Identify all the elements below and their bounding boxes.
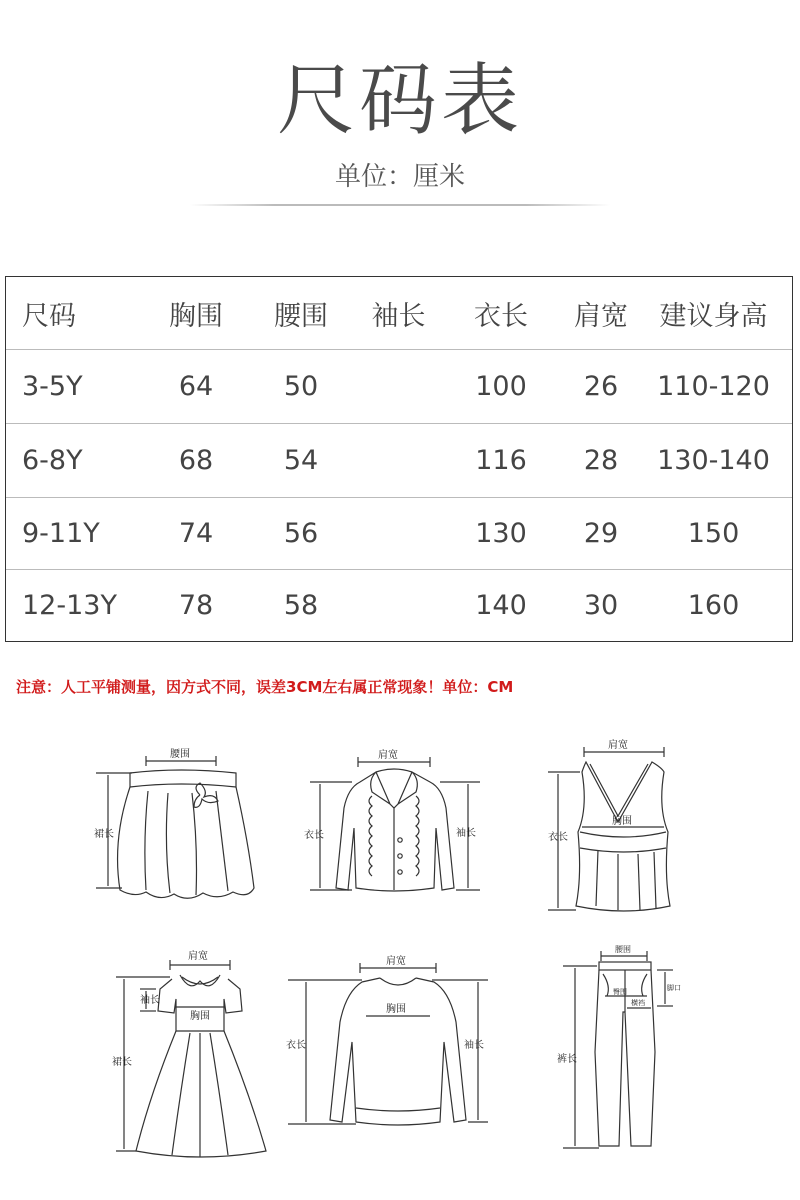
cell-waist: 54 [283, 444, 319, 476]
cell-length: 140 [475, 589, 527, 621]
skirt-waist-label: 腰围 [170, 749, 190, 760]
cell-height: 150 [687, 517, 740, 549]
vest-drawing [540, 738, 680, 918]
measurement-note: 注意：人工平铺测量，因方式不同，误差3CM左右属正常现象！单位：CM [16, 678, 514, 696]
header-sleeve: 袖长 [371, 300, 426, 332]
dress-diagram [110, 945, 285, 1167]
title-divider [190, 204, 610, 206]
page-title: 尺码表 [276, 56, 523, 146]
vest-chest-label: 胸围 [612, 816, 632, 827]
sweater-diagram [282, 952, 497, 1152]
dress-length-label: 裙长 [112, 1057, 132, 1068]
table-row [6, 423, 792, 498]
skirt-drawing [88, 745, 273, 910]
cell-height: 130-140 [657, 444, 770, 476]
jacket-shoulder-label: 肩宽 [378, 750, 398, 761]
header-chest: 胸围 [169, 300, 223, 332]
pants-thigh-label: 横裆 [631, 999, 645, 1007]
vest-length-label: 衣长 [548, 832, 568, 843]
skirt-length-label: 裙长 [94, 829, 114, 840]
cell-size: 3-5Y [22, 370, 83, 402]
cell-sleeve [351, 423, 446, 497]
pants-diagram [555, 942, 690, 1162]
cell-chest: 78 [178, 589, 214, 621]
unit-subtitle: 单位：厘米 [334, 162, 465, 192]
cell-shoulder: 30 [583, 589, 619, 621]
jacket-length-label: 衣长 [304, 830, 324, 841]
header-shoulder: 肩宽 [574, 300, 628, 332]
table-header-row [6, 277, 792, 350]
sweater-chest-label: 胸围 [386, 1004, 406, 1015]
cell-waist: 58 [283, 589, 319, 621]
cell-shoulder: 26 [583, 370, 619, 402]
header-size: 尺码 [22, 300, 76, 332]
pants-waist-label: 腰围 [615, 945, 631, 954]
sweater-length-label: 衣长 [286, 1040, 306, 1051]
dress-shoulder-label: 肩宽 [188, 951, 208, 962]
vest-shoulder-label: 肩宽 [608, 740, 628, 751]
vest-diagram [540, 738, 680, 918]
pants-drawing [555, 942, 690, 1162]
cell-height: 160 [687, 589, 740, 621]
dress-chest-label: 胸围 [190, 1011, 210, 1022]
skirt-diagram [88, 745, 273, 910]
dress-sleeve-label: 袖长 [140, 995, 160, 1006]
header-length: 衣长 [474, 300, 528, 332]
cell-waist: 56 [283, 517, 319, 549]
cell-size: 6-8Y [22, 444, 83, 476]
cell-chest: 64 [178, 370, 214, 402]
table-row [6, 497, 792, 570]
cell-length: 116 [475, 444, 527, 476]
pants-hem-label: 脚口 [667, 984, 681, 992]
pants-hip-label: 臀围 [613, 988, 627, 996]
cell-chest: 74 [178, 517, 214, 549]
cell-length: 130 [475, 517, 527, 549]
jacket-drawing [290, 748, 500, 908]
cell-shoulder: 29 [583, 517, 619, 549]
jacket-diagram [290, 748, 500, 908]
cell-waist: 50 [283, 370, 319, 402]
header-waist: 腰围 [274, 300, 328, 332]
header-height: 建议身高 [659, 300, 768, 332]
pants-length-label: 裤长 [557, 1054, 577, 1065]
sweater-drawing [282, 952, 497, 1152]
jacket-sleeve-label: 袖长 [456, 828, 476, 839]
cell-length: 100 [475, 370, 527, 402]
dress-drawing [110, 945, 285, 1167]
cell-shoulder: 28 [583, 444, 619, 476]
cell-height: 110-120 [657, 370, 770, 402]
size-table [5, 276, 793, 642]
cell-sleeve [351, 569, 446, 641]
cell-sleeve [351, 349, 446, 423]
cell-chest: 68 [178, 444, 214, 476]
table-row [6, 569, 792, 641]
cell-size: 12-13Y [22, 589, 117, 621]
table-row [6, 349, 792, 424]
sweater-shoulder-label: 肩宽 [386, 956, 406, 967]
sweater-sleeve-label: 袖长 [464, 1040, 484, 1051]
cell-sleeve [351, 497, 446, 569]
cell-size: 9-11Y [22, 517, 100, 549]
